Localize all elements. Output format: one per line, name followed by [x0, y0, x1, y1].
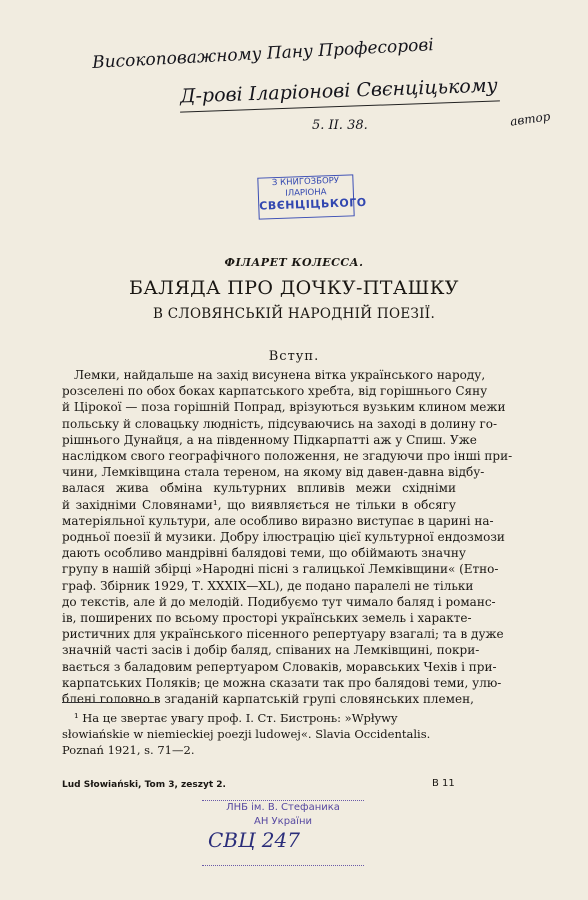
body-line: вається з баладовим репертуаром Словаків, моравських Чехів і при- [62, 659, 497, 674]
footnote-rule [62, 702, 154, 703]
handwritten-dedication-line2: Д-рові Іларіонові Свєнціцькому [179, 74, 498, 108]
stamp-bottom-line2: АН України [254, 816, 312, 827]
body-line: матеріяльної культури, але особливо виразно виступає в царині на- [62, 513, 494, 528]
body-line: граф. Збірник 1929, Т. XXXIX—XL), де подано паралелі не тільки [62, 578, 474, 593]
body-line: й Цірокої — поза горішній Попрад, врізуються вузьким клином межи [62, 400, 506, 415]
body-line: родньої поезії й музики. Добру ілюстрацію цієї культурної ендозмози [62, 530, 505, 544]
article-subtitle: В СЛОВЯНСЬКІЙ НАРОДНІЙ ПОЕЗІЇ. [152, 306, 436, 322]
footnote-line: ¹ На це звертає увагу проф. І. Ст. Бистронь: »Wpływy [74, 711, 398, 725]
stamp-top-line1: З КНИГОЗБОРУ [271, 175, 340, 189]
footnote-line: Poznań 1921, s. 71—2. [62, 743, 195, 757]
body-line: до текстів, але й до мелодій. Подибуємо тут чимало баляд і романс- [62, 594, 496, 609]
body-line: чини, Лемківщина стала тереном, на якому від давен-давна відбу- [62, 465, 485, 480]
article-title: БАЛЯДА ПРО ДОЧКУ-ПТАШКУ [129, 277, 459, 299]
section-heading: Вступ. [268, 349, 320, 364]
body-line: ристичних для українського пісенного репертуару взагалі; та в дуже [62, 627, 504, 642]
printer-signature-mark: B 11 [432, 778, 455, 789]
body-line: наслідком свого географічного положення, не згадуючи про інші при- [62, 449, 513, 463]
body-line: Лемки, найдальше на захід висунена вітка українського народу, [74, 368, 486, 382]
body-line: групу в нашій збірці »Народні пісні з галицької Лемківщини« (Етно- [62, 562, 499, 577]
library-stamp-top [257, 174, 367, 219]
article-author: ФІЛАРЕТ КОЛЕССА. [224, 256, 364, 269]
body-line: ів, поширених по всьому просторі українських земель і характе- [62, 611, 472, 625]
body-line: карпатських Поляків; це можна сказати так про балядові теми, улю- [62, 675, 502, 690]
stamp-bottom-line1: ЛНБ ім. В. Стефаника [226, 802, 340, 813]
body-line: валася жива обміна культурних впливів межи східніми [62, 481, 456, 496]
footnote-line: słowiańskie w niemieckiej poezji ludowej«. Slavia Occidentalis. [62, 727, 431, 741]
body-line: й західніми Словянами¹, що виявляється не тільки в обсягу [62, 497, 456, 512]
body-line: польську й словацьку людність, підсуваючись на заході в долину го- [62, 416, 498, 431]
body-line: рішнього Дунайця, а на південному Підкарпатті аж у Спиш. Уже [62, 432, 477, 447]
body-line: значній часті засів і добір баляд, співаних на Лемківщині, покри- [62, 643, 480, 658]
stamp-bottom-number: СВЦ 247 [208, 828, 300, 852]
stamp-top-line3: СВЄНЦІЦЬКОГО [259, 195, 367, 213]
journal-citation: Lud Słowiański, Tom 3, zeszyt 2. [62, 780, 226, 790]
handwritten-dedication-line1: Високоповажному Пану Професорові [91, 35, 435, 73]
handwritten-signed: автор [509, 109, 552, 129]
body-line: блені головно в згаданій карпатській групі словянських племен, [62, 692, 474, 706]
body-line: розселені по обох боках карпатського хребта, від горішнього Сяну [62, 384, 488, 399]
library-stamp-bottom [202, 800, 364, 866]
body-line: дають особливо мандрівні балядові теми, що обіймають значну [62, 546, 466, 561]
stamp-top-line2: ІЛАРІОНА [285, 187, 327, 199]
handwritten-date: 5. II. 38. [312, 118, 368, 133]
